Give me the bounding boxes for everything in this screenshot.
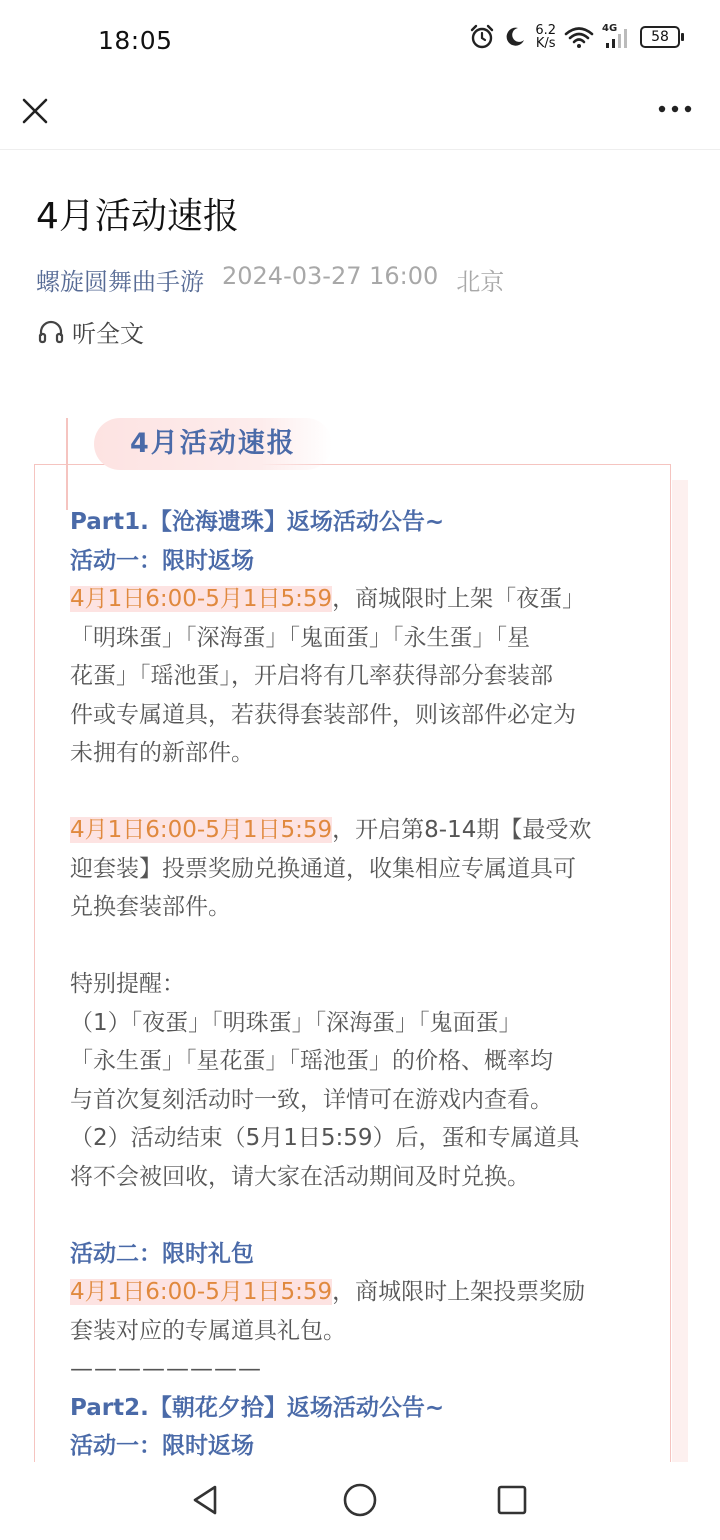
paragraph-line: 套装对应的专属道具礼包。 (70, 1317, 346, 1344)
close-icon[interactable] (18, 94, 52, 128)
paragraph-line: 花蛋」「瑶池蛋」，开启将有几率获得部分套装部 (70, 663, 553, 689)
paragraph-line: 「永生蛋」「星花蛋」「瑶池蛋」的价格、概率均 (70, 1048, 553, 1074)
paragraph-line: 与首次复刻活动时一致，详情可在游戏内查看。 (70, 1086, 553, 1113)
paragraph-line: 「明珠蛋」「深海蛋」「鬼面蛋」「永生蛋」「星 (70, 624, 530, 651)
article-title: 4月活动速报 (36, 196, 239, 237)
paragraph-line: 未拥有的新部件。 (70, 740, 254, 766)
banner-line (66, 418, 68, 510)
paragraph-line: （2）活动结束（5月1日5:59）后，蛋和专属道具 (70, 1125, 580, 1151)
article-meta (36, 262, 504, 297)
home-icon[interactable] (342, 1482, 378, 1518)
paragraph-line: 迎套装】投票奖励兑换通道，收集相应专属道具可 (70, 855, 576, 882)
activity-title: 活动二：限时礼包 (70, 1240, 254, 1267)
recent-apps-icon[interactable] (496, 1484, 528, 1516)
back-icon[interactable] (188, 1482, 224, 1518)
time-highlight: 4月1日6:00-5月1日5:59 (70, 586, 333, 612)
signal-icon (602, 25, 632, 49)
activity-title: 活动一：限时返场 (70, 547, 254, 574)
card-shadow (672, 480, 688, 1464)
nav-bar (0, 84, 720, 150)
article-body (70, 503, 630, 1466)
blank-line (70, 927, 630, 966)
moon-icon (503, 25, 527, 49)
part1-title: Part1.【沧海遗珠】返场活动公告~ (70, 509, 445, 535)
time-highlight: 4月1日6:00-5月1日5:59 (70, 1279, 333, 1305)
net-speed-unit: K/s (535, 36, 556, 51)
headphones-icon (38, 319, 64, 345)
paragraph-line: 兑换套装部件。 (70, 894, 231, 920)
paragraph-line (70, 1273, 630, 1312)
status-bar (0, 0, 720, 84)
text-span: ，开启第8-14期【最受欢 (332, 817, 592, 843)
listen-label: 听全文 (72, 320, 144, 348)
net-speed (535, 24, 556, 50)
reminder-title: 特别提醒： (70, 971, 185, 997)
blank-line (70, 773, 630, 812)
wifi-icon (564, 25, 594, 49)
network-type: 4G (602, 23, 618, 34)
net-speed-value: 6.2 (535, 23, 556, 38)
publish-date: 2024-03-27 16:00 (222, 262, 439, 290)
section-divider: ———————— (70, 1356, 262, 1382)
activity-title: 活动一：限时返场 (70, 1433, 254, 1459)
paragraph-line: （1）「夜蛋」「明珠蛋」「深海蛋」「鬼面蛋」 (70, 1009, 522, 1036)
section-banner: 4月活动速报 (94, 418, 332, 470)
more-icon[interactable] (658, 102, 692, 116)
paragraph-line (70, 580, 630, 619)
battery-icon: 58 (640, 26, 680, 48)
text-span: ，商城限时上架「夜蛋」 (332, 586, 586, 612)
listen-button[interactable] (38, 314, 144, 349)
paragraph-line: 件或专属道具，若获得套装部件，则该部件必定为 (70, 701, 576, 728)
part2-title: Part2.【朝花夕拾】返场活动公告~ (70, 1394, 445, 1421)
paragraph-line: 将不会被回收，请大家在活动期间及时兑换。 (70, 1163, 530, 1190)
time-highlight: 4月1日6:00-5月1日5:59 (70, 817, 333, 843)
text-span: ，商城限时上架投票奖励 (332, 1279, 586, 1305)
publish-location: 北京 (456, 268, 505, 296)
alarm-icon (469, 24, 495, 50)
system-nav-bar (0, 1462, 720, 1540)
paragraph-line (70, 811, 630, 850)
status-time: 18:05 (98, 26, 173, 55)
blank-line (70, 1196, 630, 1235)
status-icons (469, 24, 680, 50)
author-link[interactable]: 螺旋圆舞曲手游 (36, 268, 204, 296)
